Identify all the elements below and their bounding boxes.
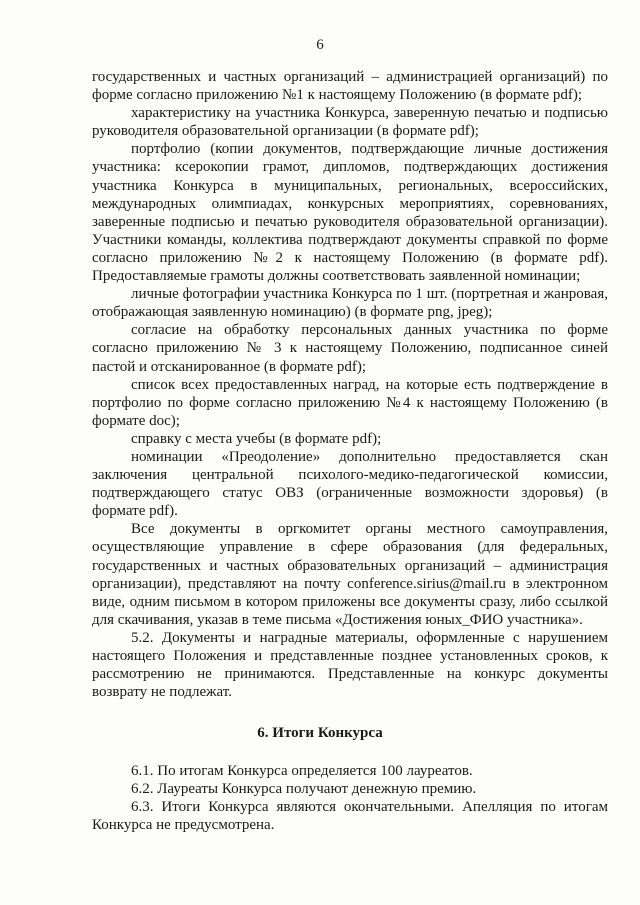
paragraph-study-certificate: справку с места учебы (в формате pdf);: [131, 430, 382, 447]
paragraph-characteristic: характеристику на участника Конкурса, заверенную печатью и подписью руководителя образовательной организации (в формате pdf);: [92, 105, 608, 140]
item-6-1: 6.1. По итогам Конкурса определяется 100 лауреатов.: [131, 763, 473, 779]
paragraph-submission: Все документы в оргкомитет органы местного самоуправления, осуществляющие управление в сфере образования (для федеральных, государственных и частных образовательных организаций – администрация организации), представляют на почту conference.sirius@mail.ru в электронном виде, одним письмом в котором приложены все документы сразу, либо ссылкой для скачивания, указав в теме письма «Достижения юных_ФИО участника».: [92, 521, 608, 628]
page-number: 6: [316, 37, 324, 53]
paragraph-application-form: государственных и частных организаций – администрацией организаций) по форме согласно приложению №1 к настоящему Положению (в формате pdf);: [92, 69, 608, 104]
paragraph-photos: личные фотографии участника Конкурса по 1 шт. (портретная и жанровая, отображающая заявленную номинацию) (в формате png, jpeg);: [92, 286, 608, 321]
section-6-heading: 6. Итоги Конкурса: [257, 725, 383, 741]
section-6-body: [92, 762, 608, 834]
paragraph-awards-list: список всех предоставленных наград, на которые есть подтверждение в портфолио по форме согласно приложению №4 к настоящему Положению (в формате doc);: [92, 376, 608, 429]
item-6-3: 6.3. Итоги Конкурса являются окончательными. Апелляция по итогам Конкурса не предусмотрена.: [92, 799, 608, 834]
item-6-2: 6.2. Лауреаты Конкурса получают денежную премию.: [131, 781, 477, 798]
section-5-body: [92, 68, 608, 701]
paragraph-nomination-overcoming: номинации «Преодоление» дополнительно предоставляется скан заключения центральной психолого-медико-педагогической комиссии, подтверждающего статус ОВЗ (ограниченные возможности здоровья) (в формате pdf).: [92, 448, 608, 520]
paragraph-consent: согласие на обработку персональных данных участника по форме согласно приложению № 3 к настоящему Положению, подписанное синей пастой и отсканированное (в формате pdf);: [92, 322, 608, 375]
paragraph-portfolio: портфолио (копии документов, подтверждающие личные достижения участника: ксерокопии грамот, дипломов, подтверждающих достижения участника Конкурса в муниципальных, региональных, всероссийских, международных олимпиадах, конкурсных мероприятиях, соревнованиях, заверенные подписью и печатью руководителя образовательной организации). Участники команды, коллектива подтверждают документы справкой по форме согласно приложению №2 к настоящему Положению (в формате pdf). Предоставляемые грамоты должны соответствовать заявленной номинации;: [92, 141, 608, 285]
paragraph-5-2: 5.2. Документы и наградные материалы, оформленные с нарушением настоящего Положения и представленные позднее установленных сроков, к рассмотрению не принимаются. Представленные на конкурс документы возврату не подлежат.: [92, 629, 608, 701]
